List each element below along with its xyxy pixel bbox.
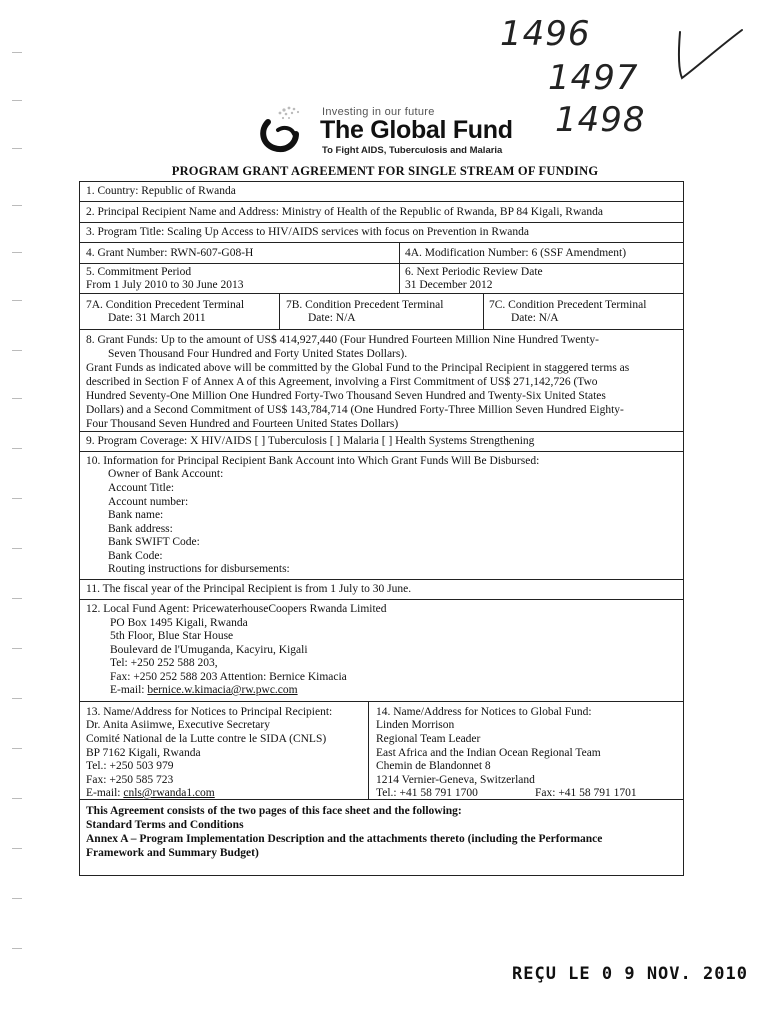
next-review-value: 31 December 2012 [405,279,493,291]
margin-mark [12,252,22,253]
contents-line: Annex A – Program Implementation Description and the attachments thereto (including the Performance [86,833,603,845]
check-mark-icon [668,26,748,86]
row-grant-funds [80,330,683,432]
agreement-contents [80,800,683,875]
notices-pr-line: 13. Name/Address for Notices to Principal Recipient: [86,706,333,718]
account-number-label: Account number: [108,496,189,508]
logo-subtitle: To Fight AIDS, Tuberculosis and Malaria [322,145,503,156]
grant-funds-line: Four Thousand Seven Hundred and Fourteen United States Dollars) [86,418,399,430]
notices-gf-line: Linden Morrison [376,719,455,731]
row-program-title [80,223,683,243]
divider [368,702,369,799]
condition-7c-label: 7C. Condition Precedent Terminal [489,299,647,311]
margin-mark [12,948,22,949]
principal-recipient-field: 2. Principal Recipient Name and Address: Ministry of Health of the Republic of Rwanda, BP 84 Kigali, Rwanda [86,206,603,218]
bank-owner-label: Owner of Bank Account: [108,468,224,480]
margin-mark [12,848,22,849]
notices-pr-line: Dr. Anita Asiimwe, Executive Secretary [86,719,270,731]
contents-line: This Agreement consists of the two pages of this face sheet and the following: [86,805,462,817]
grant-funds-line: Hundred Seventy-One Million One Hundred Forty-Two Thousand Seven Hundred and Twenty-Six United States [86,390,606,402]
row-grant-number [80,243,683,264]
row-fiscal-year [80,580,683,600]
margin-mark [12,698,22,699]
bank-code-label: Bank Code: [108,550,163,562]
margin-mark [12,498,22,499]
divider [399,264,400,293]
notices-gf-line: Regional Team Leader [376,733,481,745]
notices-pr-line: Fax: +250 585 723 [86,774,174,786]
margin-mark [12,398,22,399]
grant-agreement-form [79,181,684,876]
condition-7b-label: 7B. Condition Precedent Terminal [286,299,444,311]
notices-gf-line: East Africa and the Indian Ocean Regional Team [376,747,601,759]
logo-tagline: Investing in our future [322,106,435,118]
handwritten-note-1496: 1496 [500,14,591,54]
received-stamp: REÇU LE 0 9 NOV. 2010 [512,964,748,984]
notices-gf-line: 14. Name/Address for Notices to Global Fund: [376,706,592,718]
lfa-line: 12. Local Fund Agent: PricewaterhouseCoopers Rwanda Limited [86,603,387,615]
bank-name-label: Bank name: [108,509,164,521]
margin-mark [12,300,22,301]
margin-mark [12,100,22,101]
lfa-email-label: E-mail: [110,684,148,696]
grant-funds-line: Seven Thousand Four Hundred and Forty United States Dollars). [108,348,408,360]
next-review-label: 6. Next Periodic Review Date [405,266,543,278]
lfa-email-line [110,684,298,698]
margin-mark [12,52,22,53]
row-bank-info [80,452,683,580]
row-country [80,182,683,202]
margin-mark [12,798,22,799]
condition-7c-date: Date: N/A [511,312,559,324]
margin-mark [12,350,22,351]
condition-7a-label: 7A. Condition Precedent Terminal [86,299,245,311]
pr-email-link[interactable]: cnls@rwanda1.com [123,787,215,799]
lfa-line: Fax: +250 252 588 203 Attention: Bernice Kimacia [110,671,347,683]
grant-funds-line: Dollars) and a Second Commitment of US$ 143,784,714 (One Hundred Forty-Three Million Seven Hundred Eighty- [86,404,624,416]
pr-email-label: E-mail: [86,787,124,799]
lfa-line: Boulevard de l'Umuganda, Kacyiru, Kigali [110,644,308,656]
condition-7a-date: Date: 31 March 2011 [108,312,206,324]
margin-mark [12,898,22,899]
commitment-period-value: From 1 July 2010 to 30 June 2013 [86,279,244,291]
row-condition-precedent [80,294,683,330]
divider [279,294,280,329]
notices-gf-fax: Fax: +41 58 791 1701 [535,787,637,799]
contents-line: Framework and Summary Budget) [86,847,259,859]
lfa-line: 5th Floor, Blue Star House [110,630,234,642]
divider [399,243,400,263]
notices-pr-line: Tel.: +250 503 979 [86,760,174,772]
account-title-label: Account Title: [108,482,175,494]
divider [483,294,484,329]
row-commitment-period [80,264,683,294]
margin-mark [12,148,22,149]
row-program-coverage [80,432,683,452]
country-field: 1. Country: Republic of Rwanda [86,185,236,197]
global-fund-logo-icon [254,104,316,156]
margin-mark [12,448,22,449]
row-principal-recipient [80,202,683,223]
notices-gf-line: 1214 Vernier-Geneva, Switzerland [376,774,535,786]
handwritten-note-1497: 1497 [548,58,639,98]
margin-mark [12,748,22,749]
grant-funds-line: 8. Grant Funds: Up to the amount of US$ 414,927,440 (Four Hundred Fourteen Million Nine Hundred Twenty- [86,334,599,346]
row-notices [80,702,683,800]
notices-gf-tel: Tel.: +41 58 791 1700 [376,787,478,799]
commitment-period-label: 5. Commitment Period [86,266,192,278]
lfa-line: PO Box 1495 Kigali, Rwanda [110,617,248,629]
grant-number-field: 4. Grant Number: RWN-607-G08-H [86,247,254,259]
document-title: PROGRAM GRANT AGREEMENT FOR SINGLE STREAM OF FUNDING [171,164,599,178]
grant-funds-line: described in Section F of Annex A of this Agreement, involving a First Commitment of US$ 271,142,726 (Two [86,376,598,388]
bank-swift-label: Bank SWIFT Code: [108,536,200,548]
logo-name: The Global Fund [320,116,513,144]
fiscal-year-field: 11. The fiscal year of the Principal Recipient is from 1 July to 30 June. [86,583,412,595]
lfa-email-link[interactable]: bernice.w.kimacia@rw.pwc.com [147,684,298,696]
row-local-fund-agent [80,600,683,702]
modification-number-field: 4A. Modification Number: 6 (SSF Amendment) [405,247,627,259]
routing-instructions-label: Routing instructions for disbursements: [108,563,290,575]
margin-mark [12,205,22,206]
contents-line: Standard Terms and Conditions [86,819,244,831]
margin-mark [12,548,22,549]
handwritten-note-1498: 1498 [555,100,646,140]
grant-funds-line: Grant Funds as indicated above will be committed by the Global Fund to the Principal Recipient in staggered terms as [86,362,630,374]
notices-pr-email-line [86,787,215,801]
notices-gf-line: Chemin de Blandonnet 8 [376,760,491,772]
margin-mark [12,648,22,649]
program-title-field: 3. Program Title: Scaling Up Access to HIV/AIDS services with focus on Prevention in Rwanda [86,226,530,238]
margin-mark [12,598,22,599]
bank-info-heading: 10. Information for Principal Recipient Bank Account into Which Grant Funds Will Be Disbursed: [86,455,540,467]
condition-7b-date: Date: N/A [308,312,356,324]
notices-pr-line: Comité National de la Lutte contre le SIDA (CNLS) [86,733,327,745]
program-coverage-field: 9. Program Coverage: X HIV/AIDS [ ] Tuberculosis [ ] Malaria [ ] Health Systems Strengthening [86,435,535,447]
bank-address-label: Bank address: [108,523,173,535]
notices-pr-line: BP 7162 Kigali, Rwanda [86,747,201,759]
lfa-line: Tel: +250 252 588 203, [110,657,218,669]
